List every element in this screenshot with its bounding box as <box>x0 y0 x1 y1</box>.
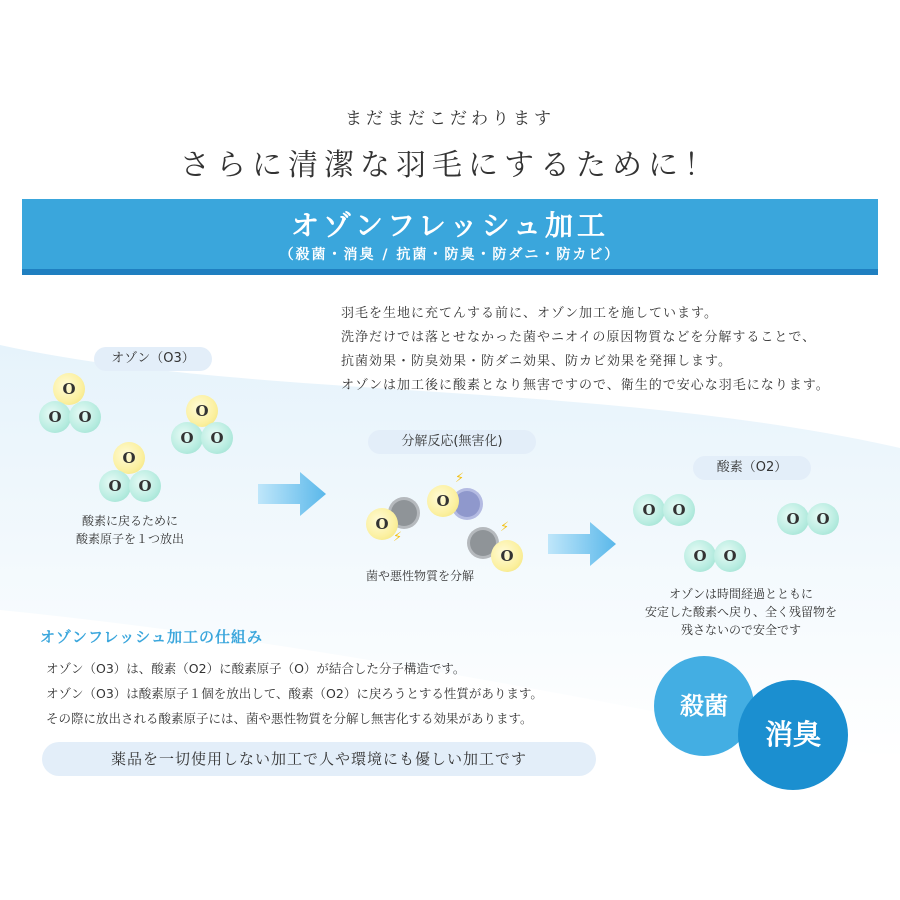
intro-text <box>341 302 830 398</box>
oxygen-atom: O <box>684 540 716 572</box>
caption-line: 酸素に戻るために <box>81 514 178 528</box>
oxygen-atom: O <box>186 395 218 427</box>
decomposition-label: 分解反応(無害化) <box>368 430 536 454</box>
caption-line: 菌や悪性物質を分解 <box>365 569 474 583</box>
oxygen-atom: O <box>113 442 145 474</box>
intro-line: 洗浄だけでは落とせなかった菌やニオイの原因物質などを分解することで、 <box>341 330 817 345</box>
caption-line: 酸素原子を１つ放出 <box>75 532 184 546</box>
mechanism-title: オゾンフレッシュ加工の仕組み <box>40 628 263 646</box>
banner-title: オゾンフレッシュ加工 <box>290 209 610 242</box>
arrow-right-icon <box>258 470 328 518</box>
process-banner <box>22 199 878 275</box>
oxygen-atom: O <box>53 373 85 405</box>
oxygen-atom: O <box>491 540 523 572</box>
oxygen-atom: O <box>201 422 233 454</box>
caption-line: オゾンは時間経過とともに <box>668 587 813 601</box>
banner-subtitle: （殺菌・消臭 / 抗菌・防臭・防ダニ・防カビ） <box>279 247 621 263</box>
arrow-right-icon <box>548 520 618 568</box>
intro-line: 抗菌効果・防臭効果・防ダニ効果、防カビ効果を発揮します。 <box>341 354 732 369</box>
caption-line: 安定した酸素へ戻り、全く残留物を <box>644 605 837 619</box>
mechanism-line: オゾン（O3）は、酸素（O2）に酸素原子（O）が結合した分子構造です。 <box>46 661 466 676</box>
header-subtitle: まだまだこだわります <box>345 109 555 129</box>
oxygen-atom: O <box>427 485 459 517</box>
oxygen-label: 酸素（O2） <box>693 456 811 480</box>
deodorize-badge: 消臭 <box>738 680 848 790</box>
oxygen-atom: O <box>39 401 71 433</box>
spark-icon: ⚡ <box>455 471 465 486</box>
mechanism-text <box>46 656 543 731</box>
oxygen-atom: O <box>129 470 161 502</box>
oxygen-atom: O <box>807 503 839 535</box>
mechanism-line: その際に放出される酸素原子には、菌や悪性物質を分解し無害化する効果があります。 <box>46 711 533 726</box>
oxygen-atom: O <box>366 508 398 540</box>
ozone-label: オゾン（O3） <box>94 347 212 371</box>
mechanism-line: オゾン（O3）は酸素原子１個を放出して、酸素（O2）に戻ろうとする性質があります。 <box>46 686 543 701</box>
oxygen-atom: O <box>777 503 809 535</box>
oxygen-atom: O <box>633 494 665 526</box>
page-title: さらに清潔な羽毛にするために！ <box>180 148 720 183</box>
spark-icon: ⚡ <box>500 520 510 535</box>
ozone-caption <box>30 512 230 548</box>
oxygen-atom: O <box>99 470 131 502</box>
intro-line: オゾンは加工後に酸素となり無害ですので、衛生的で安心な羽毛になります。 <box>341 378 830 393</box>
oxygen-atom: O <box>663 494 695 526</box>
oxygen-atom: O <box>171 422 203 454</box>
sterilize-badge: 殺菌 <box>654 656 754 756</box>
safety-note: 薬品を一切使用しない加工で人や環境にも優しい加工です <box>42 742 596 776</box>
intro-line: 羽毛を生地に充てんする前に、オゾン加工を施しています。 <box>341 306 718 321</box>
oxygen-caption <box>636 585 846 639</box>
oxygen-atom: O <box>714 540 746 572</box>
spark-icon: ⚡ <box>393 530 403 545</box>
caption-line: 残さないので安全です <box>680 623 801 637</box>
oxygen-atom: O <box>69 401 101 433</box>
decomposition-caption <box>320 567 520 585</box>
